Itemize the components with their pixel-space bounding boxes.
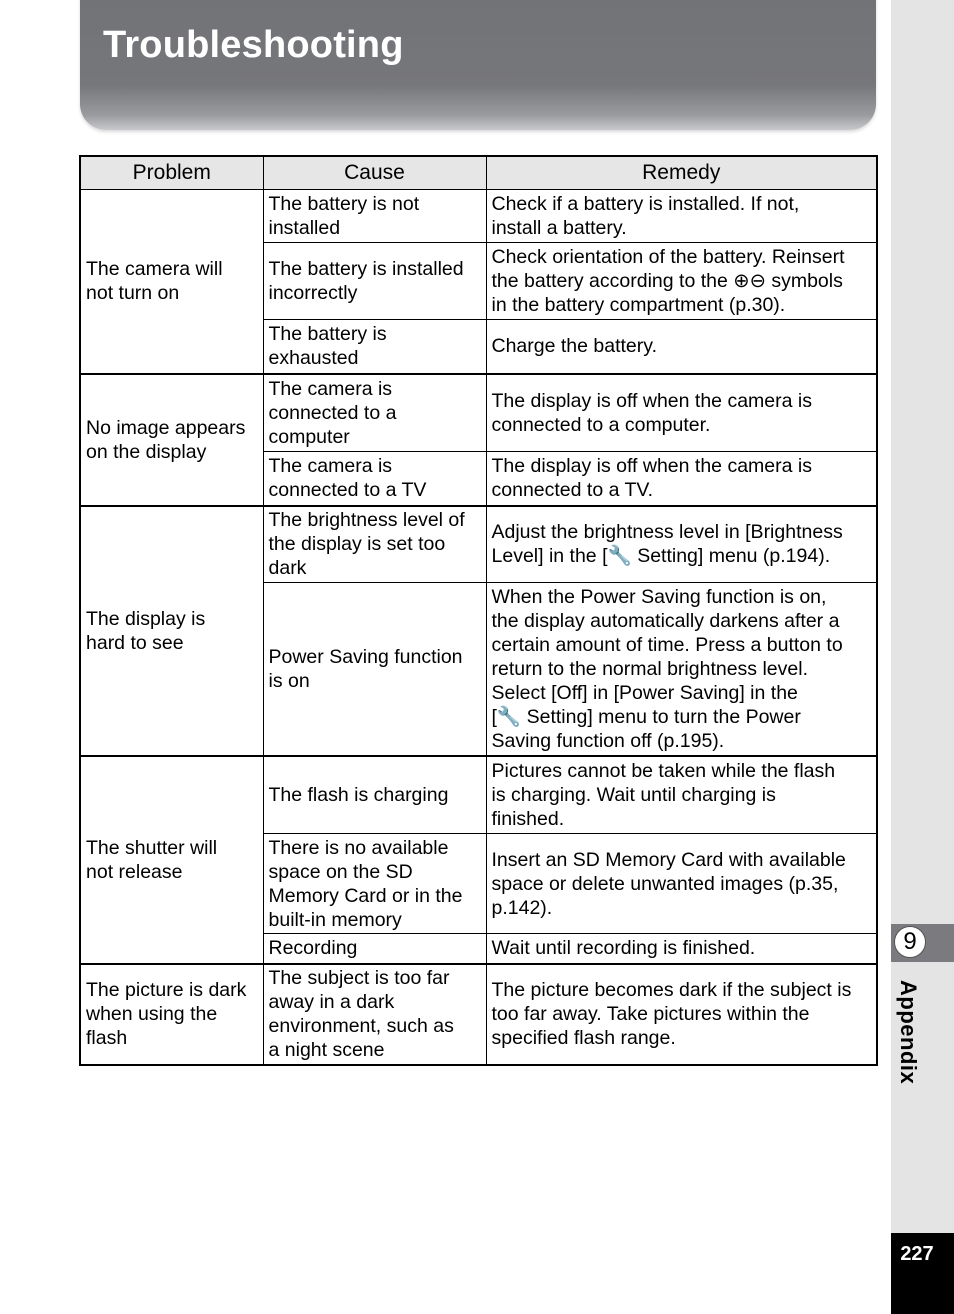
remedy-cell: When the Power Saving function is on, the display automatically darkens after a certain amount of time. Press a button to return to the normal brightness level. Select [Off] in [Power Saving] in the [🔧 Setting] menu to turn the Power Saving function off (p.195). xyxy=(486,583,877,756)
remedy-cell: Pictures cannot be taken while the flash is charging. Wait until charging is finished. xyxy=(486,756,877,834)
header-cause: Cause xyxy=(263,156,486,190)
table-header-row xyxy=(80,156,877,190)
side-tab xyxy=(891,0,954,1314)
cause-cell: The battery is installed incorrectly xyxy=(263,243,486,320)
cause-cell: The camera is connected to a TV xyxy=(263,452,486,506)
header-remedy: Remedy xyxy=(486,156,877,190)
cause-cell: The battery is exhausted xyxy=(263,320,486,374)
remedy-cell: The display is off when the camera is connected to a computer. xyxy=(486,374,877,452)
remedy-cell: The display is off when the camera is connected to a TV. xyxy=(486,452,877,506)
table-row xyxy=(80,756,877,834)
remedy-cell: Check orientation of the battery. Reinsert the battery according to the ⊕⊖ symbols in the battery compartment (p.30). xyxy=(486,243,877,320)
cause-cell: The brightness level of the display is set too dark xyxy=(263,506,486,583)
problem-cell: No image appears on the display xyxy=(80,374,263,506)
table-row xyxy=(80,506,877,583)
table-row xyxy=(80,964,877,1065)
cause-cell: The battery is not installed xyxy=(263,190,486,243)
table-row xyxy=(80,190,877,243)
page-title: Troubleshooting xyxy=(103,24,404,66)
page-number: 227 xyxy=(900,1243,934,1265)
remedy-cell: Wait until recording is finished. xyxy=(486,934,877,964)
cause-cell: The flash is charging xyxy=(263,756,486,834)
problem-cell: The picture is dark when using the flash xyxy=(80,964,263,1065)
section-label: Appendix xyxy=(896,980,921,1085)
remedy-cell: Insert an SD Memory Card with available space or delete unwanted images (p.35, p.142). xyxy=(486,834,877,934)
cause-cell: The subject is too far away in a dark environment, such as a night scene xyxy=(263,964,486,1065)
cause-cell: The camera is connected to a computer xyxy=(263,374,486,452)
remedy-cell: Adjust the brightness level in [Brightness Level] in the [🔧 Setting] menu (p.194). xyxy=(486,506,877,583)
chapter-number: 9 xyxy=(894,926,926,958)
cause-cell: Recording xyxy=(263,934,486,964)
cause-cell: Power Saving function is on xyxy=(263,583,486,756)
troubleshooting-table xyxy=(79,155,878,1066)
problem-cell: The shutter will not release xyxy=(80,756,263,964)
problem-cell: The display is hard to see xyxy=(80,506,263,756)
cause-cell: There is no available space on the SD Memory Card or in the built-in memory xyxy=(263,834,486,934)
remedy-cell: Check if a battery is installed. If not, install a battery. xyxy=(486,190,877,243)
remedy-cell: Charge the battery. xyxy=(486,320,877,374)
header-problem: Problem xyxy=(80,156,263,190)
table-row xyxy=(80,374,877,452)
remedy-cell: The picture becomes dark if the subject is too far away. Take pictures within the specified flash range. xyxy=(486,964,877,1065)
problem-cell: The camera will not turn on xyxy=(80,190,263,374)
